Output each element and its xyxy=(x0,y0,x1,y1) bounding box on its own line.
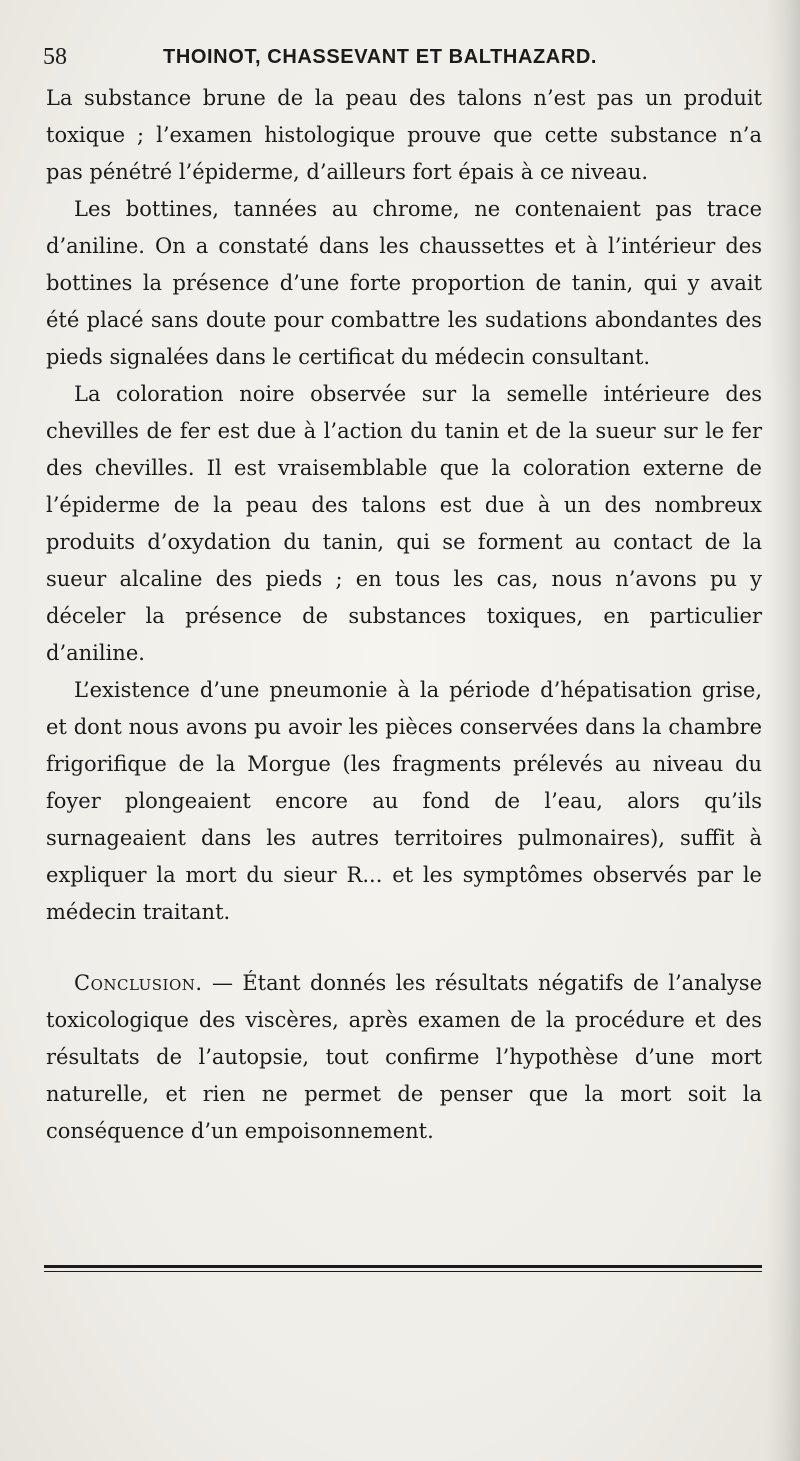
paragraph-coloration: La coloration noire observée sur la semelle intérieure des chevilles de fer est due à l’action du tanin et de la sueur sur le fer des chevilles. Il est vraisemblable que la coloration externe de l’épiderme de la peau des talons est due à un des nombreux produits d’oxydation du tanin, qui se forment au contact de la sueur alcaline des pieds ; en tous les cas, nous n’avons pu y déceler la présence de substances toxiques, en particulier d’aniline. xyxy=(46,382,762,665)
paragraph-talons: La substance brune de la peau des talons n’est pas un produit toxique ; l’examen histologique prouve que cette substance n’a pas pénétré l’épiderme, d’ailleurs fort épais à ce niveau. xyxy=(46,86,762,184)
conclusion-text: — Étant donnés les résultats négatifs de l’analyse toxicologique des viscères, après examen de la procédure et des résultats de l’autopsie, tout confirme l’hypothèse d’une mort naturelle, et rien ne permet de penser que la mort soit la conséquence d’un empoisonnement. xyxy=(46,971,762,1143)
page-number: 58 xyxy=(43,44,67,70)
running-title: THOINOT, CHASSEVANT ET BALTHAZARD. xyxy=(163,46,598,68)
paragraph-bottines: Les bottines, tannées au chrome, ne contenaient pas trace d’aniline. On a constaté dans les chaussettes et à l’intérieur des bottines la présence d’une forte proportion de tanin, qui y avait été placé sans doute pour combattre les sudations abondantes des pieds signalées dans le certificat du médecin consultant. xyxy=(46,197,762,369)
conclusion-label: Conclusion. xyxy=(74,971,203,995)
end-of-section-rule xyxy=(44,1265,762,1272)
page-edge-shadow xyxy=(766,0,800,1461)
running-header xyxy=(43,40,763,76)
rule-thin-line xyxy=(44,1271,762,1272)
paragraph-pneumonie: L’existence d’une pneumonie à la période d’hépatisation grise, et dont nous avons pu avoir les pièces conservées dans la chambre frigorifique de la Morgue (les fragments prélevés au niveau du foyer plongeaient encore au fond de l’eau, alors qu’ils surnageaient dans les autres territoires pulmonaires), suffit à expliquer la mort du sieur R... et les symptômes observés par le médecin traitant. xyxy=(46,678,762,924)
conclusion-paragraph xyxy=(46,965,762,1150)
body-text xyxy=(46,80,762,1150)
rule-thick-line xyxy=(44,1265,762,1268)
